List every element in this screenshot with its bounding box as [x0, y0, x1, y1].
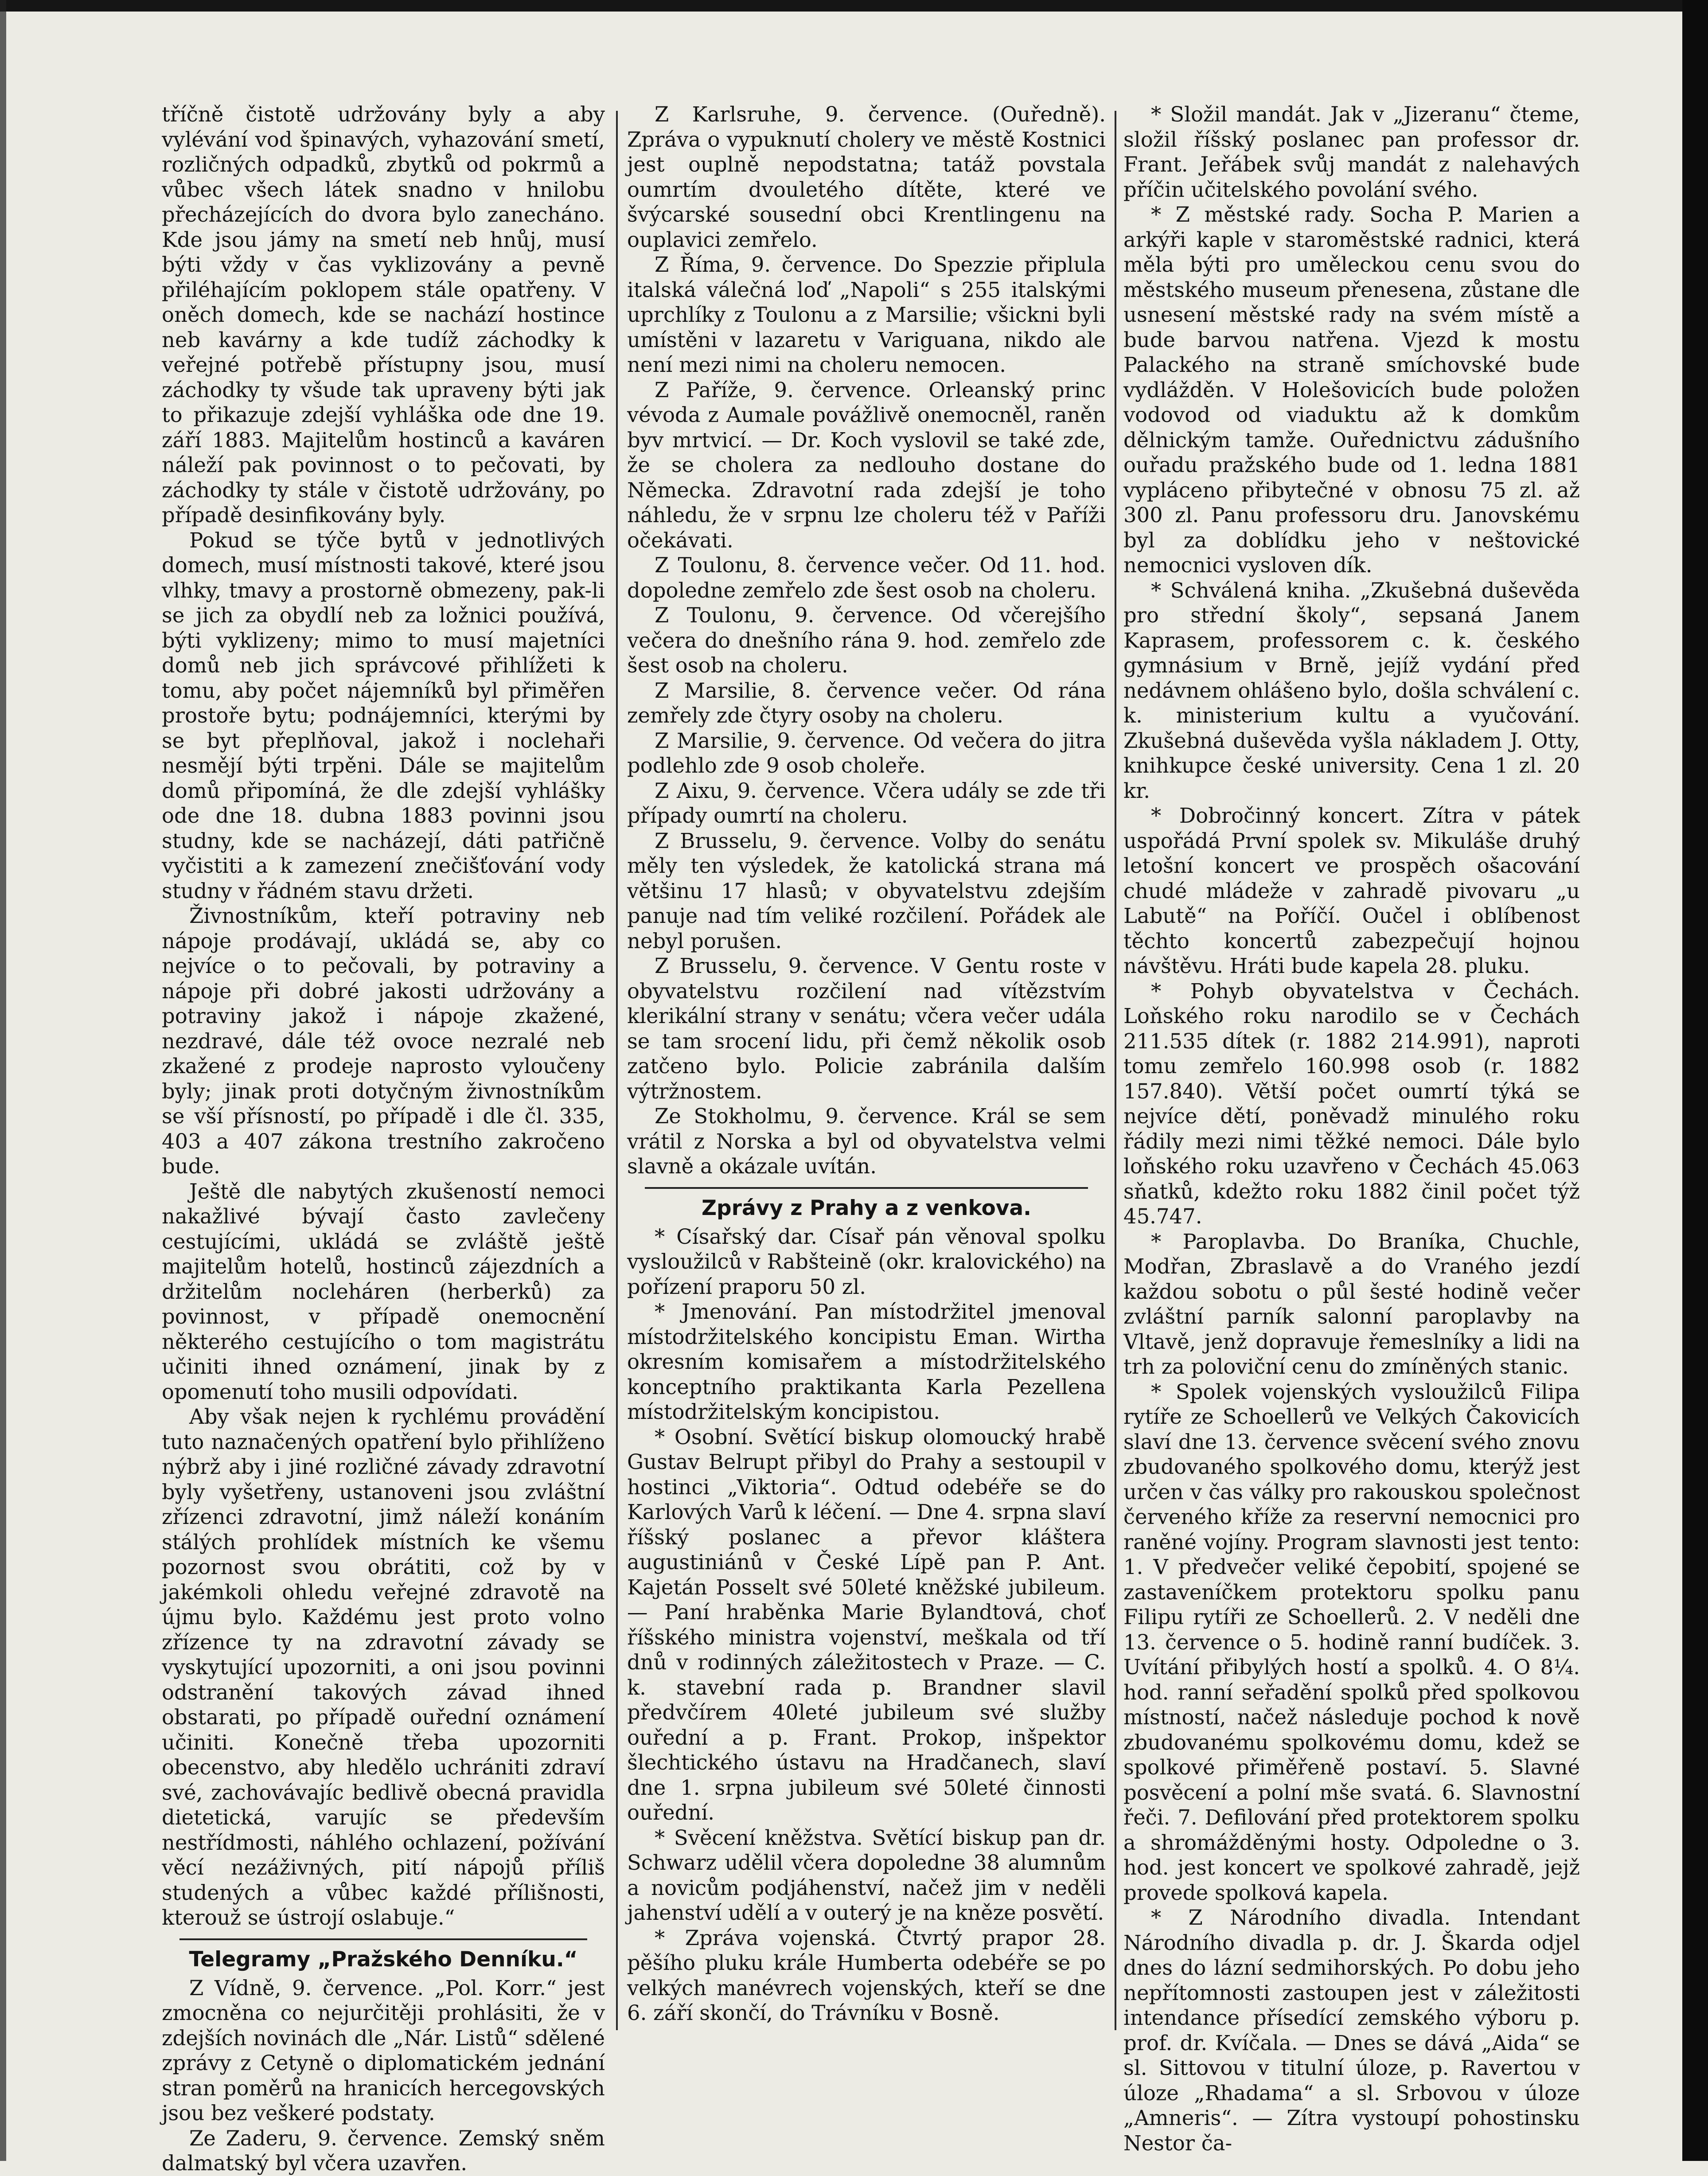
article-paragraph: Z Marsilie, 8. července večer. Od rána zemřely zde čtyry osoby na choleru.	[627, 678, 1106, 727]
section-rule	[179, 1938, 587, 1940]
section-heading: Zprávy z Prahy a z venkova.	[701, 1195, 1032, 1220]
article-paragraph: tříčně čistotě udržovány byly a aby vylévání vod špinavých, vyhazování smetí, rozličných odpadků, zbytků od pokrmů a vůbec všech látek snadno v hnilobu přecházejících do dvora bylo zanecháno. Kde jsou jámy na smetí neb hnůj, musí býti vždy v čas vyklizovány a pevně přiléhajícím poklopem stále opatřeny. V oněch domech, kde se nachází hostince neb kavárny a kde tudíž záchodky k veřejné potřebě přístupny jsou, musí záchodky ty všude tak upraveny býti jak to přikazuje zdejší vyhláška ode dne 19. září 1883. Majitelům hostinců a kaváren náleží pak povinnost o to pečovati, by záchodky ty stále v čistotě udržovány, po případě desinfikovány byly.	[162, 102, 605, 527]
article-paragraph: * Složil mandát. Jak v „Jizeranu“ čteme, složil říšský poslanec pan professor dr. Frant. Jeřábek svůj mandát z nalehavých příčin učitelského povolání svého.	[1123, 102, 1580, 202]
article-paragraph: Živnostníkům, kteří potraviny neb nápoje prodávají, ukládá se, aby co nejvíce o to pečovali, by potraviny a nápoje při dobré jakosti udržovány a potraviny jakož i nápoje zkažené, nezdravé, dále též ovoce nezralé neb zkažené z prodeje naprosto vyloučeny byly; jinak proti dotyčným živnostníkům se vší přísností, po případě i dle čl. 335, 403 a 407 zákona trestního zakročeno bude.	[162, 904, 605, 1178]
scan-border-top	[0, 0, 1708, 12]
article-paragraph: * Císařský dar. Císař pán věnoval spolku vysloužilců v Rabšteině (okr. kralovického) na pořízení praporu 50 zl.	[627, 1224, 1106, 1299]
article-paragraph: Pokud se týče bytů v jednotlivých domech, musí místnosti takové, které jsou vlhky, tmavy a prostorně obmezeny, pak-li se jich za obydlí neb za ložnici používá, býti vyklizeny; mimo to musí majetníci domů neb jich správcové přihlížeti k tomu, aby počet nájemníků byl přiměřen prostoře bytu; podnájemníci, kterými by se byt přeplňoval, jakož i noclehaři nesmějí býti trpěni. Dále se majitelům domů připomíná, že dle zdejší vyhlášky ode dne 18. dubna 1883 povinni jsou studny, kde se nacházejí, dáti patřičně vyčistiti a k zamezení znečišťování vody studny v řádném stavu držeti.	[162, 528, 605, 903]
column-2	[627, 102, 1106, 2043]
article-paragraph: * Pohyb obyvatelstva v Čechách. Loňského roku narodilo se v Čechách 211.535 dítek (r. 1882 214.991), naproti tomu zemřelo 160.998 osob (r. 1882 157.840). Větší počet oumrtí týká se nejvíce dětí, poněvadž minulého roku řádily mezi nimi těžké nemoci. Dále bylo loňského roku uzavřeno v Čechách 45.063 sňatků, kdežto roku 1882 činil počet týž 45.747.	[1123, 979, 1580, 1228]
scan-border-right	[1682, 0, 1708, 2161]
article-paragraph: Z Toulonu, 9. července. Od včerejšího večera do dnešního rána 9. hod. zemřelo zde šest osob na choleru.	[627, 603, 1106, 677]
article-paragraph: * Jmenování. Pan místodržitel jmenoval místodržitelského koncipistu Eman. Wirtha okresním komisařem a místodržitelského konceptního praktikanta Karla Pezellena místodržitelským koncipistou.	[627, 1300, 1106, 1424]
article-paragraph: Z Toulonu, 8. července večer. Od 11. hod. dopoledne zemřelo zde šest osob na choleru.	[627, 553, 1106, 602]
column-divider	[616, 111, 618, 2030]
article-paragraph: Ze Stokholmu, 9. července. Král se sem vrátil z Norska a byl od obyvatelstva velmi slavně a okázale uvítán.	[627, 1104, 1106, 1178]
article-paragraph: Z Karlsruhe, 9. července. (Ouředně). Zpráva o vypuknutí cholery ve městě Kostnici jest ouplně nepodstatna; tatáž povstala oumrtím dvouletého dítěte, které ve švýcarské sousední obci Krentlingenu na ouplavici zemřelo.	[627, 102, 1106, 252]
section-rule	[645, 1187, 1088, 1189]
section-heading: Telegramy „Pražského Denníku.“	[189, 1947, 578, 1972]
article-paragraph: * Paroplavba. Do Braníka, Chuchle, Modřan, Zbraslavě a do Vraného jezdí každou sobotu o půl šesté hodině večer zvláštní parník salonní paroplavby na Vltavě, jenž dopravuje řemeslníky a lidi na trh za poloviční cenu do zmíněných stanic.	[1123, 1229, 1580, 1379]
column-1	[162, 102, 605, 2175]
article-paragraph: * Schválená kniha. „Zkušebná duševěda pro střední školy“, sepsaná Janem Kaprasem, professorem c. k. českého gymnásium v Brně, jejíž vydání před nedávnem ohlášeno bylo, došla schválení c. k. ministerium kultu a vyučování. Zkušebná duševěda vyšla nákladem J. Otty, knihkupce české university. Cena 1 zl. 20 kr.	[1123, 578, 1580, 803]
article-paragraph: Z Říma, 9. července. Do Spezzie připlula italská válečná loď „Napoli“ s 255 italskými uprchlíky z Toulonu a z Marsilie; všickni byli umístěni v lazaretu v Variguana, nikdo ale není mezi nimi na choleru nemocen.	[627, 253, 1106, 377]
scan-border-left	[0, 0, 6, 2161]
article-paragraph: Z Brusselu, 9. července. Volby do senátu měly ten výsledek, že katolická strana má většinu 17 hlasů; v obyvatelstvu zdejším panuje nad tím veliké rozčilení. Pořádek ale nebyl porušen.	[627, 828, 1106, 953]
article-paragraph: * Osobní. Světící biskup olomoucký hrabě Gustav Belrupt přibyl do Prahy a sestoupil v hostinci „Viktoria“. Odtud odebéře se do Karlových Varů k léčení. — Dne 4. srpna slaví říšský poslanec a převor kláštera augustiniánů v České Lípě pan P. Ant. Kajetán Posselt své 50leté kněžské jubileum. — Paní hraběnka Marie Bylandtová, choť říšského ministra vojenství, meškala od tří dnů v rodinných záležitostech v Praze. — C. k. stavební rada p. Brandner slavil předvčírem 40leté jubileum své služby ouřední a p. Frant. Prokop, inšpektor šlechtického ústavu na Hradčanech, slaví dne 1. srpna jubileum své 50leté činnosti ouřední.	[627, 1425, 1106, 1824]
column-3	[1123, 102, 1580, 2155]
article-paragraph: * Z Národního divadla. Intendant Národního divadla p. dr. J. Škarda odjel dnes do lázní sedmihorských. Po dobu jeho nepřítomnosti zastoupen jest v záležitosti intendance přísedící zemského výboru p. prof. dr. Kvíčala. — Dnes se dává „Aida“ se sl. Sittovou v titulní úloze, p. Ravertou v úloze „Rhadama“ a sl. Srbovou v úloze „Amneris“. — Zítra vystoupí pohostinsku Nestor ča-	[1123, 1906, 1580, 2155]
article-paragraph: Z Aixu, 9. července. Včera udály se zde tři případy oumrtí na choleru.	[627, 778, 1106, 828]
article-paragraph: Z Marsilie, 9. července. Od večera do jitra podlehlo zde 9 osob choleře.	[627, 728, 1106, 777]
article-paragraph: Aby však nejen k rychlému provádění tuto naznačených opatření bylo přihlíženo nýbrž aby i jiné rozličné závady zdravotní byly vyšetřeny, ustanoveni jsou zvláštní zřízenci zdravotní, jimž náleží konáním stálých prohlídek místních ke všemu pozornost svou obrátiti, což by v jakémkoli ohledu veřejné zdravotě na újmu bylo. Každému jest proto volno zřízence ty na zdravotní závady se vyskytující upozorniti, a oni jsou povinni odstranění takových závad ihned obstarati, po případě ouřední oznámení učiniti. Konečně třeba upozorniti obecenstvo, aby hledělo uchrániti zdraví své, zachovávajíc bedlivě obecná pravidla dietetická, varujíc se především nestřídmosti, náhlého ochlazení, požívání věcí nezáživných, pití nápojů příliš studených a vůbec každé přílišnosti, kterouž se ústrojí oslabuje.“	[162, 1405, 605, 1930]
article-paragraph: * Spolek vojenských vysloužilců Filipa rytíře ze Schoellerů ve Velkých Čakovicích slaví dne 13. července svěcení svého znovu zbudovaného spolkového domu, kterýž jest určen v čas války pro rakouskou společnost červeného kříže za reservní nemocnici pro raněné vojíny. Program slavnosti jest tento: 1. V předvečer veliké čepobití, spojené se zastaveníčkem protektoru spolku panu Filipu rytíři ze Schoellerů. 2. V neděli dne 13. července o 5. hodině ranní budíček. 3. Uvítání přibylých hostí a spolků. 4. O 8¼. hod. ranní seřadění spolků před spolkovou místností, načež následuje pochod k nově zbudovanému spolkovému domu, kdež se spolkové přiměřeně postaví. 5. Slavné posvěcení a polní mše svatá. 6. Slavnostní řeči. 7. Defilování před protektorem spolku a shromážděnými hosty. Odpoledne o 3. hod. jest koncert ve spolkové zahradě, jejž provede spolková kapela.	[1123, 1379, 1580, 1905]
article-paragraph: Z Paříže, 9. července. Orleanský princ vévoda z Aumale povážlivě onemocněl, raněn byv mrtvicí. — Dr. Koch vyslovil se také zde, že se cholera za nedlouho dostane do Německa. Zdravotní rada zdejší je toho náhledu, že v srpnu lze choleru též v Paříži očekávati.	[627, 378, 1106, 552]
column-divider	[1115, 111, 1116, 2030]
article-paragraph: Ze Zaderu, 9. července. Zemský sněm dalmatský byl včera uzavřen.	[162, 2126, 605, 2175]
article-paragraph: Z Vídně, 9. července. „Pol. Korr.“ jest zmocněna co nejurčitěji prohlásiti, že v zdejších novinách dle „Nár. Listů“ sdělené zprávy z Cetyně o diplomatickém jednání stran poměrů na hranicích hercegovských jsou bez veškeré podstaty.	[162, 1976, 605, 2125]
article-paragraph: * Z městské rady. Socha P. Marien a arkýři kaple v staroměstské radnici, která měla býti pro uměleckou cenu svou do městského museum přenesena, zůstane dle usnesení městské rady na svém místě a bude barvou natřena. Vjezd k mostu Palackého na straně smíchovské bude vydlážděn. V Holešovicích bude položen vodovod od viaduktu až k domkům dělnickým tamže. Ouřednictvu zádušního ouřadu pražského bude od 1. ledna 1881 vypláceno přibytečné v obnosu 75 zl. až 300 zl. Panu professoru dru. Janovskému byl za doblídku jeho v neštovické nemocnici vysloven dík.	[1123, 203, 1580, 577]
article-paragraph: Z Brusselu, 9. července. V Gentu roste v obyvatelstvu rozčilení nad vítězstvím klerikální strany v senátu; včera večer udála se tam srocení lidu, při čemž několik osob zatčeno bylo. Policie zabránila dalším výtržnostem.	[627, 954, 1106, 1103]
article-paragraph: * Dobročinný koncert. Zítra v pátek uspořádá První spolek sv. Mikuláše druhý letošní koncert ve prospěch ošacování chudé mládeže v zahradě pivovaru „u Labutě“ na Poříčí. Oučel i oblíbenost těchto koncertů zabezpečují hojnou návštěvu. Hráti bude kapela 28. pluku.	[1123, 804, 1580, 978]
article-paragraph: Ještě dle nabytých zkušeností nemoci nakažlivé bývají často zavlečeny cestujícími, ukládá se zvláště ještě majitelům hotelů, hostinců zájezdních a držitelům nocleháren (herberků) za povinnost, v případě onemocnění některého cestujícího o tom magistrátu učiniti ihned oznámení, jinak by z opomenutí toho musili odpovídati.	[162, 1179, 605, 1404]
article-paragraph: * Svěcení kněžstva. Světící biskup pan dr. Schwarz udělil včera dopoledne 38 alumnům a novicům podjáhenství, načež jim v neděli jahenství udělí a v outerý je na kněze posvětí.	[627, 1825, 1106, 1925]
article-paragraph: * Zpráva vojenská. Čtvrtý prapor 28. pěšího pluku krále Humberta odebéře se po velkých manévrech vojenských, kteří se dne 6. září skončí, do Trávníku v Bosně.	[627, 1926, 1106, 2025]
